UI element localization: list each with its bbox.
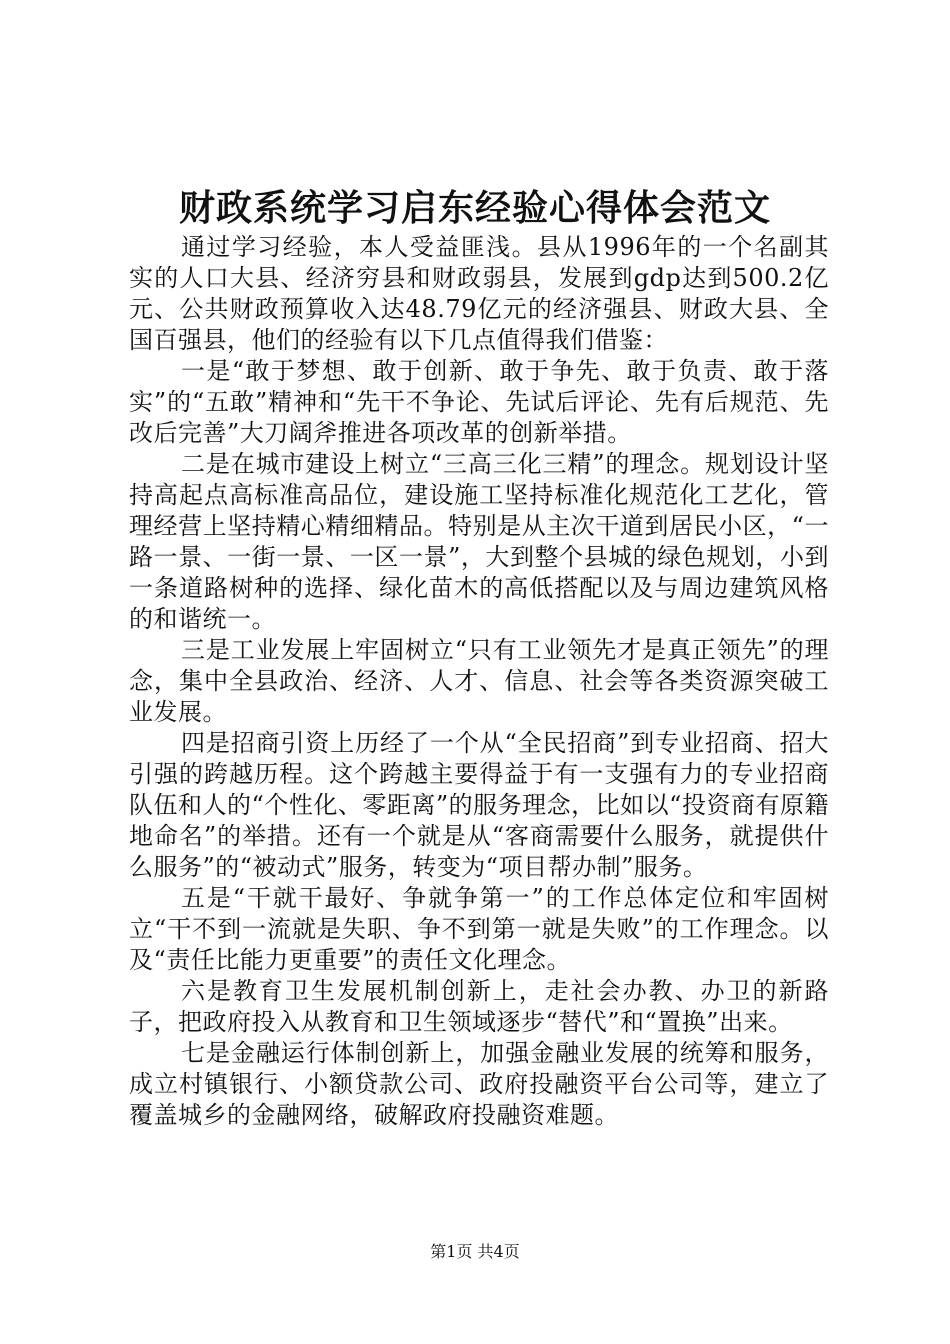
paragraph-point-7: 七是金融运行体制创新上，加强金融业发展的统筹和服务，成立村镇银行、小额贷款公司、政府投融资平台公司等，建立了覆盖城乡的金融网络，破解政府投融资难题。 — [129, 1039, 829, 1129]
document-body — [129, 232, 829, 1131]
paragraph-intro: 通过学习经验，本人受益匪浅。县从1996年的一个名副其实的人口大县、经济穷县和财政弱县，发展到gdp达到500.2亿元、公共财政预算收入达48.79亿元的经济强县、财政大县、全国百强县，他们的经验有以下几点值得我们借鉴： — [129, 233, 829, 354]
paragraph-point-5: 五是“干就干最好、争就争第一”的工作总体定位和牢固树立“干不到一流就是失职、争不到第一就是失败”的工作理念。以及“责任比能力更重要”的责任文化理念。 — [129, 884, 829, 974]
document-title: 财政系统学习启东经验心得体会范文 — [178, 187, 771, 229]
page-footer: 第1页 共4页 — [430, 1242, 520, 1261]
paragraph-point-2: 二是在城市建设上树立“三高三化三精”的理念。规划设计坚持高起点高标准高品位，建设施工坚持标准化规范化工艺化，管理经营上坚持精心精细精品。特别是从主次干道到居民小区，“一路一景、一街一景、一区一景”，大到整个县城的绿色规划，小到一条道路树种的选择、绿化苗木的高低搭配以及与周边建筑风格的和谐统一。 — [129, 450, 829, 633]
paragraph-point-6: 六是教育卫生发展机制创新上，走社会办教、办卫的新路子，把政府投入从教育和卫生领域逐步“替代”和“置换”出来。 — [129, 977, 829, 1036]
paragraph-point-3: 三是工业发展上牢固树立“只有工业领先才是真正领先”的理念，集中全县政治、经济、人才、信息、社会等各类资源突破工业发展。 — [129, 636, 829, 726]
paragraph-point-4: 四是招商引资上历经了一个从“全民招商”到专业招商、招大引强的跨越历程。这个跨越主要得益于有一支强有力的专业招商队伍和人的“个性化、零距离”的服务理念，比如以“投资商有原籍地命名”的举措。还有一个就是从“客商需要什么服务，就提供什么服务”的“被动式”服务，转变为“项目帮办制”服务。 — [129, 729, 829, 881]
paragraph-point-1: 一是“敢于梦想、敢于创新、敢于争先、敢于负责、敢于落实”的“五敢”精神和“先干不争论、先试后评论、先有后规范、先改后完善”大刀阔斧推进各项改革的创新举措。 — [129, 357, 829, 447]
